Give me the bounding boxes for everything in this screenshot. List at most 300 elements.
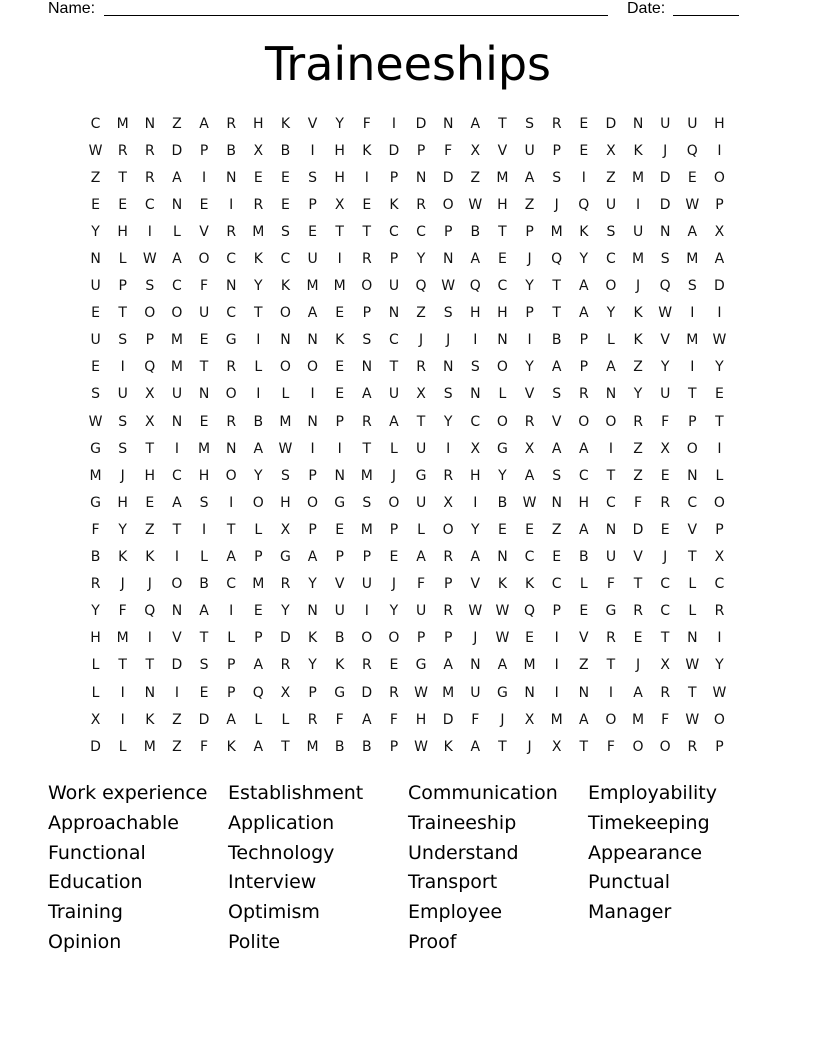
grid-letter[interactable]: P: [552, 142, 561, 159]
grid-letter[interactable]: L: [173, 223, 181, 240]
grid-letter[interactable]: R: [687, 738, 698, 755]
grid-letter[interactable]: W: [278, 440, 293, 457]
grid-letter[interactable]: U: [524, 142, 535, 159]
grid-letter[interactable]: E: [91, 359, 100, 376]
grid-letter[interactable]: I: [229, 603, 234, 620]
grid-letter[interactable]: O: [442, 196, 454, 213]
grid-letter[interactable]: N: [470, 657, 481, 674]
grid-letter[interactable]: W: [495, 630, 510, 647]
grid-letter[interactable]: A: [633, 684, 643, 701]
grid-letter[interactable]: N: [388, 305, 400, 322]
grid-letter[interactable]: W: [468, 196, 483, 213]
grid-letter[interactable]: R: [551, 115, 562, 132]
grid-letter[interactable]: I: [120, 711, 125, 728]
grid-letter[interactable]: R: [226, 223, 237, 240]
grid-letter[interactable]: E: [389, 657, 399, 674]
grid-letter[interactable]: A: [470, 251, 481, 268]
grid-letter[interactable]: H: [470, 305, 481, 322]
grid-letter[interactable]: E: [91, 196, 100, 213]
grid-letter[interactable]: I: [229, 494, 234, 511]
grid-letter[interactable]: C: [226, 576, 237, 593]
grid-letter[interactable]: P: [416, 142, 426, 159]
grid-letter[interactable]: X: [714, 549, 725, 566]
grid-letter[interactable]: S: [525, 115, 534, 132]
grid-letter[interactable]: T: [226, 521, 236, 538]
grid-letter[interactable]: J: [500, 711, 505, 728]
grid-letter[interactable]: R: [280, 576, 291, 593]
grid-letter[interactable]: F: [91, 521, 100, 538]
grid-letter[interactable]: K: [280, 115, 291, 132]
grid-letter[interactable]: A: [226, 711, 236, 728]
grid-letter[interactable]: A: [579, 711, 589, 728]
grid-letter[interactable]: T: [498, 738, 507, 755]
grid-letter[interactable]: D: [442, 711, 454, 728]
grid-letter[interactable]: P: [389, 169, 399, 186]
grid-letter[interactable]: O: [388, 494, 400, 511]
grid-letter[interactable]: B: [226, 142, 236, 159]
grid-letter[interactable]: I: [391, 115, 396, 132]
grid-letter[interactable]: H: [415, 711, 427, 728]
grid-letter[interactable]: M: [550, 223, 563, 240]
name-field-line[interactable]: [104, 15, 608, 16]
grid-letter[interactable]: R: [443, 549, 454, 566]
grid-letter[interactable]: Z: [579, 657, 589, 674]
grid-letter[interactable]: U: [90, 332, 101, 349]
grid-letter[interactable]: I: [201, 169, 207, 186]
grid-letter[interactable]: X: [660, 657, 670, 674]
grid-letter[interactable]: N: [415, 169, 427, 186]
grid-letter[interactable]: C: [687, 494, 698, 511]
grid-letter[interactable]: G: [225, 332, 237, 349]
grid-letter[interactable]: S: [91, 386, 100, 403]
grid-letter[interactable]: E: [335, 305, 345, 322]
grid-letter[interactable]: A: [389, 413, 399, 430]
grid-letter[interactable]: M: [686, 332, 699, 349]
grid-letter[interactable]: J: [527, 738, 532, 755]
grid-letter[interactable]: E: [525, 630, 534, 647]
grid-letter[interactable]: O: [713, 711, 725, 728]
grid-letter[interactable]: O: [361, 630, 373, 647]
grid-letter[interactable]: T: [118, 169, 127, 186]
grid-letter[interactable]: M: [170, 359, 183, 376]
grid-letter[interactable]: D: [415, 115, 427, 132]
grid-letter[interactable]: H: [334, 142, 345, 159]
grid-letter[interactable]: I: [446, 440, 451, 457]
grid-letter[interactable]: M: [632, 711, 645, 728]
grid-letter[interactable]: F: [118, 603, 127, 620]
grid-letter[interactable]: P: [199, 142, 209, 159]
grid-letter[interactable]: K: [145, 711, 155, 728]
grid-letter[interactable]: T: [688, 684, 697, 701]
grid-letter[interactable]: M: [252, 576, 265, 593]
grid-letter[interactable]: T: [281, 738, 290, 755]
grid-letter[interactable]: I: [310, 386, 315, 403]
grid-letter[interactable]: D: [90, 738, 101, 755]
grid-letter[interactable]: N: [497, 549, 508, 566]
grid-letter[interactable]: O: [496, 359, 508, 376]
grid-letter[interactable]: P: [308, 684, 317, 701]
grid-letter[interactable]: D: [280, 630, 291, 647]
grid-letter[interactable]: P: [308, 467, 317, 484]
grid-letter[interactable]: S: [552, 467, 562, 484]
grid-letter[interactable]: S: [118, 440, 128, 457]
grid-letter[interactable]: N: [225, 440, 237, 457]
grid-letter[interactable]: R: [443, 467, 454, 484]
grid-letter[interactable]: R: [389, 684, 399, 701]
grid-letter[interactable]: Q: [551, 251, 563, 268]
grid-letter[interactable]: U: [334, 603, 345, 620]
grid-letter[interactable]: Z: [633, 440, 643, 457]
grid-letter[interactable]: T: [389, 359, 399, 376]
grid-letter[interactable]: I: [473, 494, 478, 511]
grid-letter[interactable]: J: [473, 630, 478, 647]
grid-letter[interactable]: F: [389, 711, 398, 728]
grid-letter[interactable]: E: [335, 386, 345, 403]
grid-letter[interactable]: G: [90, 440, 101, 457]
grid-letter[interactable]: U: [605, 549, 617, 566]
grid-letter[interactable]: X: [280, 684, 291, 701]
grid-letter[interactable]: A: [551, 359, 562, 376]
grid-letter[interactable]: V: [172, 630, 182, 647]
grid-letter[interactable]: E: [335, 359, 345, 376]
grid-letter[interactable]: Y: [308, 657, 317, 674]
grid-letter[interactable]: P: [389, 251, 399, 268]
grid-letter[interactable]: N: [442, 115, 454, 132]
grid-letter[interactable]: T: [606, 657, 616, 674]
grid-letter[interactable]: N: [578, 684, 590, 701]
grid-letter[interactable]: W: [495, 603, 510, 620]
grid-letter[interactable]: H: [253, 115, 264, 132]
grid-letter[interactable]: T: [660, 630, 670, 647]
grid-letter[interactable]: U: [632, 223, 644, 240]
grid-letter[interactable]: N: [470, 386, 481, 403]
grid-letter[interactable]: B: [579, 549, 589, 566]
grid-letter[interactable]: I: [147, 223, 152, 240]
grid-letter[interactable]: T: [145, 440, 155, 457]
grid-letter[interactable]: P: [525, 305, 534, 322]
grid-letter[interactable]: M: [143, 738, 156, 755]
grid-letter[interactable]: H: [117, 223, 128, 240]
grid-letter[interactable]: Z: [524, 196, 535, 213]
grid-letter[interactable]: S: [552, 169, 562, 186]
grid-letter[interactable]: F: [606, 738, 615, 755]
grid-letter[interactable]: L: [118, 738, 127, 755]
grid-letter[interactable]: G: [497, 440, 508, 457]
grid-letter[interactable]: R: [90, 576, 101, 593]
grid-letter[interactable]: N: [334, 467, 345, 484]
grid-letter[interactable]: N: [90, 251, 101, 268]
grid-letter[interactable]: I: [120, 684, 125, 701]
grid-letter[interactable]: I: [717, 630, 722, 647]
grid-letter[interactable]: Z: [172, 711, 182, 728]
grid-letter[interactable]: D: [198, 711, 210, 728]
grid-letter[interactable]: I: [690, 359, 695, 376]
grid-letter[interactable]: P: [579, 359, 589, 376]
grid-letter[interactable]: O: [605, 413, 617, 430]
grid-letter[interactable]: V: [524, 386, 535, 403]
grid-letter[interactable]: K: [579, 223, 589, 240]
grid-letter[interactable]: N: [524, 684, 535, 701]
grid-letter[interactable]: I: [635, 196, 641, 213]
grid-letter[interactable]: C: [660, 603, 671, 620]
grid-letter[interactable]: R: [117, 142, 128, 159]
grid-letter[interactable]: I: [717, 440, 722, 457]
grid-letter[interactable]: L: [281, 386, 290, 403]
grid-letter[interactable]: Y: [443, 413, 453, 430]
grid-letter[interactable]: J: [663, 549, 668, 566]
grid-letter[interactable]: P: [362, 305, 372, 322]
grid-letter[interactable]: E: [118, 196, 128, 213]
grid-letter[interactable]: S: [362, 332, 372, 349]
grid-letter[interactable]: R: [144, 142, 155, 159]
grid-letter[interactable]: L: [688, 603, 697, 620]
grid-letter[interactable]: P: [525, 223, 534, 240]
grid-letter[interactable]: L: [498, 386, 507, 403]
grid-letter[interactable]: E: [199, 413, 209, 430]
grid-letter[interactable]: X: [606, 142, 616, 159]
date-field-line[interactable]: [673, 15, 739, 16]
grid-letter[interactable]: N: [442, 251, 454, 268]
grid-letter[interactable]: T: [688, 549, 697, 566]
grid-letter[interactable]: N: [659, 223, 671, 240]
grid-letter[interactable]: E: [498, 251, 507, 268]
grid-letter[interactable]: R: [660, 684, 671, 701]
grid-letter[interactable]: T: [498, 115, 507, 132]
grid-letter[interactable]: M: [333, 278, 346, 295]
grid-letter[interactable]: I: [174, 684, 179, 701]
grid-letter[interactable]: G: [334, 494, 346, 511]
grid-letter[interactable]: E: [525, 521, 534, 538]
grid-letter[interactable]: T: [416, 413, 426, 430]
grid-letter[interactable]: L: [254, 711, 263, 728]
grid-letter[interactable]: X: [551, 738, 562, 755]
grid-letter[interactable]: P: [715, 738, 724, 755]
grid-letter[interactable]: Y: [118, 521, 127, 538]
grid-letter[interactable]: I: [337, 251, 342, 268]
grid-letter[interactable]: W: [685, 657, 700, 674]
grid-letter[interactable]: I: [527, 332, 532, 349]
grid-letter[interactable]: D: [659, 169, 671, 186]
grid-letter[interactable]: U: [605, 196, 617, 213]
grid-letter[interactable]: R: [416, 196, 426, 213]
grid-letter[interactable]: D: [632, 521, 644, 538]
grid-letter[interactable]: L: [688, 576, 697, 593]
grid-letter[interactable]: Y: [715, 657, 724, 674]
grid-letter[interactable]: W: [414, 684, 428, 701]
grid-letter[interactable]: T: [118, 305, 127, 322]
grid-letter[interactable]: W: [712, 332, 727, 349]
grid-letter[interactable]: C: [389, 332, 399, 349]
grid-letter[interactable]: N: [605, 521, 617, 538]
grid-letter[interactable]: F: [444, 142, 453, 159]
grid-letter[interactable]: Z: [633, 359, 643, 376]
grid-letter[interactable]: K: [362, 142, 372, 159]
grid-letter[interactable]: C: [497, 278, 508, 295]
grid-letter[interactable]: F: [335, 711, 344, 728]
grid-letter[interactable]: L: [417, 521, 425, 538]
grid-letter[interactable]: Y: [660, 359, 670, 376]
grid-letter[interactable]: Y: [281, 603, 290, 620]
grid-letter[interactable]: C: [226, 305, 237, 322]
grid-letter[interactable]: H: [334, 169, 345, 186]
grid-letter[interactable]: X: [443, 494, 453, 511]
grid-letter[interactable]: P: [443, 630, 453, 647]
grid-letter[interactable]: T: [335, 223, 344, 240]
grid-letter[interactable]: B: [253, 413, 264, 430]
grid-letter[interactable]: I: [473, 332, 478, 349]
grid-letter[interactable]: X: [145, 413, 155, 430]
grid-letter[interactable]: R: [226, 359, 237, 376]
grid-letter[interactable]: H: [497, 196, 508, 213]
grid-letter[interactable]: W: [88, 142, 103, 159]
grid-letter[interactable]: O: [713, 169, 725, 186]
grid-letter[interactable]: A: [199, 603, 209, 620]
grid-letter[interactable]: O: [605, 278, 617, 295]
grid-letter[interactable]: H: [144, 467, 156, 484]
grid-letter[interactable]: F: [661, 711, 670, 728]
grid-letter[interactable]: I: [364, 169, 369, 186]
grid-letter[interactable]: S: [118, 413, 128, 430]
grid-letter[interactable]: H: [198, 467, 210, 484]
grid-letter[interactable]: I: [201, 521, 207, 538]
grid-letter[interactable]: Q: [686, 142, 698, 159]
grid-letter[interactable]: X: [334, 196, 345, 213]
grid-letter[interactable]: O: [252, 494, 264, 511]
grid-letter[interactable]: X: [416, 386, 426, 403]
grid-letter[interactable]: X: [470, 440, 481, 457]
grid-letter[interactable]: Z: [606, 169, 616, 186]
grid-letter[interactable]: K: [335, 657, 345, 674]
grid-letter[interactable]: S: [687, 278, 697, 295]
grid-letter[interactable]: K: [443, 738, 453, 755]
grid-letter[interactable]: S: [443, 386, 453, 403]
grid-letter[interactable]: E: [715, 386, 724, 403]
grid-letter[interactable]: J: [635, 657, 641, 674]
grid-letter[interactable]: W: [468, 603, 483, 620]
grid-letter[interactable]: B: [551, 332, 562, 349]
grid-letter[interactable]: S: [470, 359, 480, 376]
grid-letter[interactable]: O: [225, 467, 237, 484]
grid-letter[interactable]: K: [280, 278, 291, 295]
grid-letter[interactable]: F: [362, 115, 371, 132]
grid-letter[interactable]: H: [470, 467, 481, 484]
grid-letter[interactable]: Y: [91, 603, 100, 620]
grid-letter[interactable]: R: [144, 169, 155, 186]
grid-letter[interactable]: A: [253, 440, 264, 457]
grid-letter[interactable]: P: [254, 549, 263, 566]
grid-letter[interactable]: T: [118, 657, 127, 674]
grid-letter[interactable]: E: [145, 494, 155, 511]
grid-letter[interactable]: X: [714, 223, 725, 240]
grid-letter[interactable]: E: [389, 549, 399, 566]
grid-letter[interactable]: W: [712, 684, 727, 701]
grid-letter[interactable]: Q: [144, 603, 156, 620]
grid-letter[interactable]: P: [443, 223, 453, 240]
grid-letter[interactable]: A: [362, 386, 372, 403]
grid-letter[interactable]: B: [199, 576, 209, 593]
grid-letter[interactable]: G: [605, 603, 617, 620]
grid-letter[interactable]: T: [362, 440, 372, 457]
grid-letter[interactable]: R: [714, 603, 725, 620]
grid-letter[interactable]: W: [142, 251, 157, 268]
grid-letter[interactable]: E: [633, 630, 643, 647]
grid-letter[interactable]: B: [470, 223, 481, 240]
grid-letter[interactable]: D: [659, 196, 671, 213]
grid-letter[interactable]: T: [579, 738, 589, 755]
grid-letter[interactable]: A: [497, 657, 508, 674]
grid-letter[interactable]: P: [688, 413, 697, 430]
grid-letter[interactable]: C: [389, 223, 399, 240]
grid-letter[interactable]: P: [389, 738, 399, 755]
grid-letter[interactable]: S: [118, 332, 128, 349]
grid-letter[interactable]: Y: [525, 278, 534, 295]
grid-letter[interactable]: R: [606, 630, 616, 647]
grid-letter[interactable]: O: [198, 251, 210, 268]
grid-letter[interactable]: G: [334, 684, 346, 701]
grid-letter[interactable]: A: [253, 657, 264, 674]
grid-letter[interactable]: O: [496, 413, 508, 430]
grid-letter[interactable]: M: [496, 169, 509, 186]
grid-letter[interactable]: T: [633, 576, 643, 593]
grid-letter[interactable]: N: [442, 359, 454, 376]
grid-letter[interactable]: V: [633, 549, 643, 566]
grid-letter[interactable]: M: [279, 413, 292, 430]
grid-letter[interactable]: J: [418, 332, 424, 349]
grid-letter[interactable]: I: [310, 440, 315, 457]
grid-letter[interactable]: W: [414, 738, 428, 755]
grid-letter[interactable]: E: [579, 142, 589, 159]
grid-letter[interactable]: T: [552, 278, 561, 295]
grid-letter[interactable]: N: [198, 386, 210, 403]
grid-letter[interactable]: L: [281, 711, 290, 728]
grid-letter[interactable]: F: [634, 494, 643, 511]
grid-letter[interactable]: A: [172, 251, 182, 268]
grid-letter[interactable]: O: [388, 630, 400, 647]
grid-letter[interactable]: N: [632, 115, 644, 132]
grid-letter[interactable]: W: [441, 278, 456, 295]
grid-letter[interactable]: U: [171, 386, 183, 403]
grid-letter[interactable]: E: [687, 169, 697, 186]
grid-letter[interactable]: Q: [578, 196, 590, 213]
grid-letter[interactable]: M: [170, 332, 183, 349]
grid-letter[interactable]: S: [199, 657, 209, 674]
grid-letter[interactable]: I: [174, 549, 179, 566]
grid-letter[interactable]: P: [362, 549, 372, 566]
grid-letter[interactable]: R: [226, 413, 237, 430]
grid-letter[interactable]: T: [552, 305, 561, 322]
grid-letter[interactable]: M: [550, 711, 563, 728]
grid-letter[interactable]: M: [198, 440, 211, 457]
grid-letter[interactable]: D: [605, 115, 617, 132]
grid-letter[interactable]: R: [361, 413, 372, 430]
grid-letter[interactable]: I: [717, 305, 722, 322]
grid-letter[interactable]: T: [172, 521, 182, 538]
grid-letter[interactable]: T: [362, 223, 372, 240]
grid-letter[interactable]: P: [715, 196, 724, 213]
grid-letter[interactable]: T: [715, 413, 724, 430]
grid-letter[interactable]: C: [144, 196, 155, 213]
grid-letter[interactable]: R: [443, 603, 454, 620]
grid-letter[interactable]: W: [685, 196, 700, 213]
grid-letter[interactable]: R: [633, 603, 643, 620]
grid-letter[interactable]: N: [687, 630, 698, 647]
grid-letter[interactable]: C: [172, 278, 182, 295]
grid-letter[interactable]: M: [252, 223, 265, 240]
grid-letter[interactable]: A: [687, 223, 698, 240]
grid-letter[interactable]: Z: [172, 115, 182, 132]
grid-letter[interactable]: Y: [308, 576, 317, 593]
grid-letter[interactable]: I: [174, 440, 179, 457]
